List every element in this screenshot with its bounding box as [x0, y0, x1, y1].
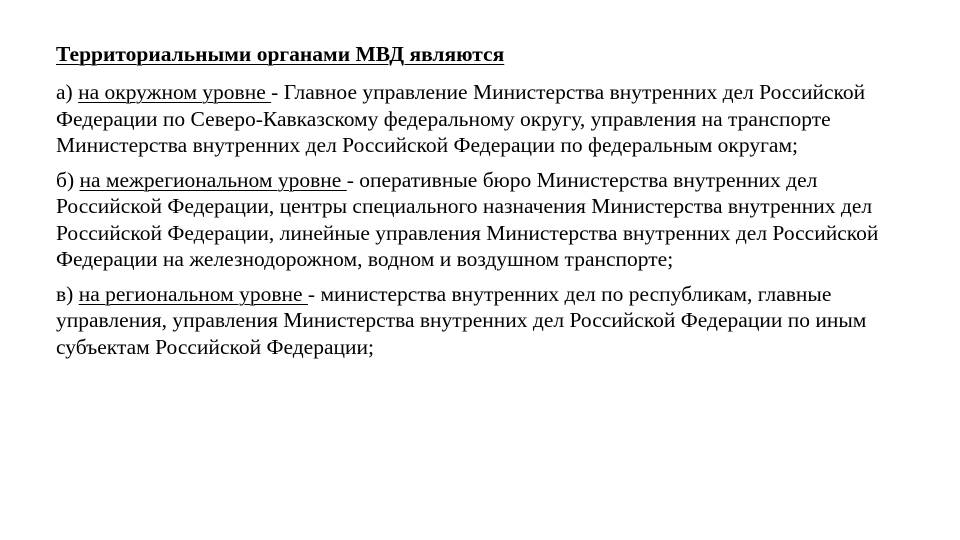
item-dash: -: [271, 80, 284, 104]
item-level: на региональном уровне: [78, 281, 308, 306]
item-dash: -: [346, 167, 360, 192]
item-marker: в): [56, 281, 79, 306]
slide-title: Территориальными органами МВД являются: [56, 42, 505, 66]
item-dash: -: [307, 281, 321, 306]
item-marker: б): [56, 167, 80, 192]
item-level: на межрегиональном уровне: [79, 167, 347, 192]
list-item-interregional: [56, 167, 906, 273]
item-text: министерства внутренних дел по республикам, главные управления, управления Министерства внутренних дел Российской Федерации по иным субъектам Российской Федерации;: [56, 281, 867, 359]
slide-content: [56, 40, 906, 368]
item-text: Главное управление Министерства внутренних дел Российской Федерации по Северо-Кавказскому федеральному округу, управления на транспорте Министерства внутренних дел Российской Федерации по федеральным округам;: [56, 80, 866, 157]
list-item-okrug: [56, 79, 906, 159]
item-level: на окружном уровне: [78, 80, 272, 104]
list-item-regional: [56, 281, 906, 361]
item-marker: а): [56, 80, 79, 104]
item-text: оперативные бюро Министерства внутренних дел Российской Федерации, центры специального назначения Министерства внутренних дел Российской Федерации, линейные управления Министерства внутренних дел Российской Федерации на железнодорожном, водном и воздушном транспорте;: [56, 167, 879, 271]
